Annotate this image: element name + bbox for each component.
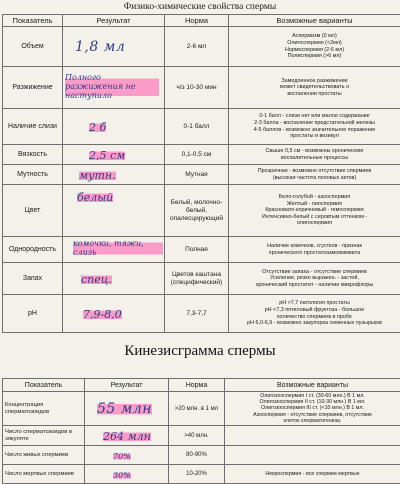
variant-line: Некроспермия - все спермии мертвые xyxy=(227,471,398,477)
variant-line: простаты и везикул xyxy=(231,133,398,140)
norm-value: >20 млн. в 1 мл xyxy=(169,392,225,426)
param-name: Разжижение xyxy=(3,67,63,109)
variants-cell xyxy=(229,185,400,237)
variant-line: Красновато-коричневый - гемоспермия xyxy=(231,207,398,214)
variant-line: Желтый - пиоспермия xyxy=(231,201,398,208)
table-row xyxy=(3,185,400,237)
param-name: Вязкость xyxy=(3,145,63,165)
norm-value: Белый, молочно-белый, опалесцирующий xyxy=(165,185,229,237)
variant-line: может свидетельствовать о xyxy=(231,84,398,91)
variant-line: воспалительные процессы xyxy=(231,155,398,162)
column-header: Возможные варианты xyxy=(229,15,400,27)
physchem-table xyxy=(2,14,400,333)
norm-value: 0-1 балл xyxy=(165,109,229,145)
norm-value: >40 млн. xyxy=(169,426,225,446)
result-cell xyxy=(63,145,165,165)
table-header-row xyxy=(3,379,400,392)
column-header: Показатель xyxy=(3,15,63,27)
section-title-kinesisgram: Кинезисграмма спермы xyxy=(0,343,400,360)
variants-cell xyxy=(229,109,400,145)
variant-line: pH >7,7 патология простаты xyxy=(231,300,398,307)
result-cell xyxy=(63,109,165,145)
column-header: Норма xyxy=(169,379,225,392)
variant-line: клеток сперматогенеза. xyxy=(227,418,398,424)
result-cell xyxy=(85,426,169,446)
variant-line: Аспермизм (0 мл) xyxy=(231,33,398,40)
variant-line: Прозрачная - возможно отсутствие спермиев xyxy=(231,168,398,175)
norm-value: 0,1-0,5 см xyxy=(165,145,229,165)
variant-line: хронического простатоазмоиммиита xyxy=(231,250,398,257)
variant-line: Свыше 0,5 см - возможны хронические xyxy=(231,148,398,155)
variants-cell xyxy=(229,237,400,263)
variants-cell xyxy=(229,295,400,333)
result-cell xyxy=(63,27,165,67)
variant-line: Отсутствие запаха - отсутствие спермиев xyxy=(231,269,398,276)
norm-value: 10-20% xyxy=(169,465,225,484)
handwritten-result: комочки, тяжи, слизь xyxy=(73,239,163,257)
variant-line: воспалении простаты xyxy=(231,91,398,98)
variants-cell xyxy=(229,263,400,295)
norm-value: Полная xyxy=(165,237,229,263)
result-cell xyxy=(63,263,165,295)
table-row xyxy=(3,426,400,446)
table-row xyxy=(3,109,400,145)
result-cell xyxy=(63,165,165,185)
handwritten-result: Полного разжижения не наступило xyxy=(65,73,159,100)
norm-value: Мутная xyxy=(165,165,229,185)
result-cell xyxy=(63,67,165,109)
variant-line: Олигозооспермия I ст. (30-60 млн.) В 1 мл. xyxy=(227,393,398,399)
param-name: Цвет xyxy=(3,185,63,237)
table-row xyxy=(3,165,400,185)
table-row xyxy=(3,446,400,465)
variant-line: Бело-голубой - азооспермия xyxy=(231,194,398,201)
variants-cell xyxy=(229,27,400,67)
param-name: pH xyxy=(3,295,63,333)
result-cell xyxy=(63,295,165,333)
variant-line: Интенсивно-белый с серовтым оттенком - xyxy=(231,214,398,221)
column-header: Результат xyxy=(63,15,165,27)
variant-line: 0-1 балл - слизи нет или малое содержание xyxy=(231,113,398,120)
handwritten-result: 55 млн xyxy=(97,401,152,417)
column-header: Норма xyxy=(165,15,229,27)
variant-line: Олигозооспермия II ст. (10-30 млн.) В 1 мл. xyxy=(227,399,398,405)
table-row xyxy=(3,295,400,333)
handwritten-result: спец. xyxy=(81,273,112,286)
variant-line: Усиление, резко выражен. - застой, xyxy=(231,275,398,282)
variant-line: хронический простатит - наличие микрофлоры xyxy=(231,282,398,289)
variant-line: pH 6,0-6,9 - возможно закупорка семенных пузырьков xyxy=(231,320,398,327)
handwritten-result: 1,8 мл xyxy=(75,39,125,55)
variant-line: pH <7,3 пятиловый фруктоза - большое xyxy=(231,307,398,314)
variants-cell xyxy=(229,145,400,165)
variants-cell xyxy=(229,165,400,185)
table-row xyxy=(3,145,400,165)
handwritten-result: 30% xyxy=(113,471,131,480)
result-cell xyxy=(63,237,165,263)
variants-cell xyxy=(225,465,400,484)
variant-line: Наличие комочков, сгустков - признак xyxy=(231,243,398,250)
norm-value: 7,3-7,7 xyxy=(165,295,229,333)
variant-line: Замедленное разжижение xyxy=(231,78,398,85)
variant-line: (высокая частота половых актов) xyxy=(231,175,398,182)
column-header: Показатель xyxy=(3,379,85,392)
result-cell xyxy=(85,392,169,426)
norm-value: ч/з 10-30 мин xyxy=(165,67,229,109)
variants-cell xyxy=(225,426,400,446)
param-name: Мутность xyxy=(3,165,63,185)
variant-line: Олигозооспермия III ст. (<10 млн.) В 1 мл. xyxy=(227,405,398,411)
table-row xyxy=(3,263,400,295)
handwritten-result: белый xyxy=(77,191,113,204)
param-name: Объем xyxy=(3,27,63,67)
handwritten-result: 70% xyxy=(113,452,131,461)
param-name: Число живых спермиев xyxy=(3,446,85,465)
variants-cell xyxy=(229,67,400,109)
handwritten-result: 2,5 см xyxy=(89,149,125,162)
column-header: Возможные варианты xyxy=(225,379,400,392)
table-row xyxy=(3,237,400,263)
table-row xyxy=(3,392,400,426)
norm-value: 80-90% xyxy=(169,446,225,465)
norm-value: Цветов каштана (специфический) xyxy=(165,263,229,295)
handwritten-result: 264 млн xyxy=(103,430,151,443)
kinesisgram-table xyxy=(2,378,400,484)
handwritten-result: 7,9-8,0 xyxy=(83,308,122,321)
table-header-row xyxy=(3,15,400,27)
variants-cell xyxy=(225,446,400,465)
param-name: Запах xyxy=(3,263,63,295)
param-name: Число мертвых спермиев xyxy=(3,465,85,484)
variants-cell xyxy=(225,392,400,426)
param-name: Число сперматозоидов в эякуляте xyxy=(3,426,85,446)
variant-line: олигоспермия xyxy=(231,220,398,227)
column-header: Результат xyxy=(85,379,169,392)
result-cell xyxy=(63,185,165,237)
table-row xyxy=(3,67,400,109)
param-name: Наличие слизи xyxy=(3,109,63,145)
norm-value: 2-6 мл xyxy=(165,27,229,67)
result-cell xyxy=(85,465,169,484)
table-row xyxy=(3,465,400,484)
variant-line: 2-3 балла - воспаление предстательной железы xyxy=(231,120,398,127)
variant-line: Нормоспермия (2-6 мл) xyxy=(231,47,398,54)
param-name: Однородность xyxy=(3,237,63,263)
variant-line: 4-5 баллов - возможно значительное поражение xyxy=(231,127,398,134)
handwritten-result: мутн. xyxy=(79,169,116,182)
section-title-physchem: Физико-химические свойства спермы xyxy=(0,2,400,12)
param-name: Концентрация сперматозоидов xyxy=(3,392,85,426)
table-row xyxy=(3,27,400,67)
variant-line: количество спермиев в пробе xyxy=(231,314,398,321)
result-cell xyxy=(85,446,169,465)
variant-line: Олигоспермия (<2мл) xyxy=(231,40,398,47)
variant-line: Азооспермия - отсутствие спермиев, отсутствие xyxy=(227,412,398,418)
variant-line: Полиспермия (>6 мл) xyxy=(231,53,398,60)
handwritten-result: 2 б xyxy=(89,121,106,134)
